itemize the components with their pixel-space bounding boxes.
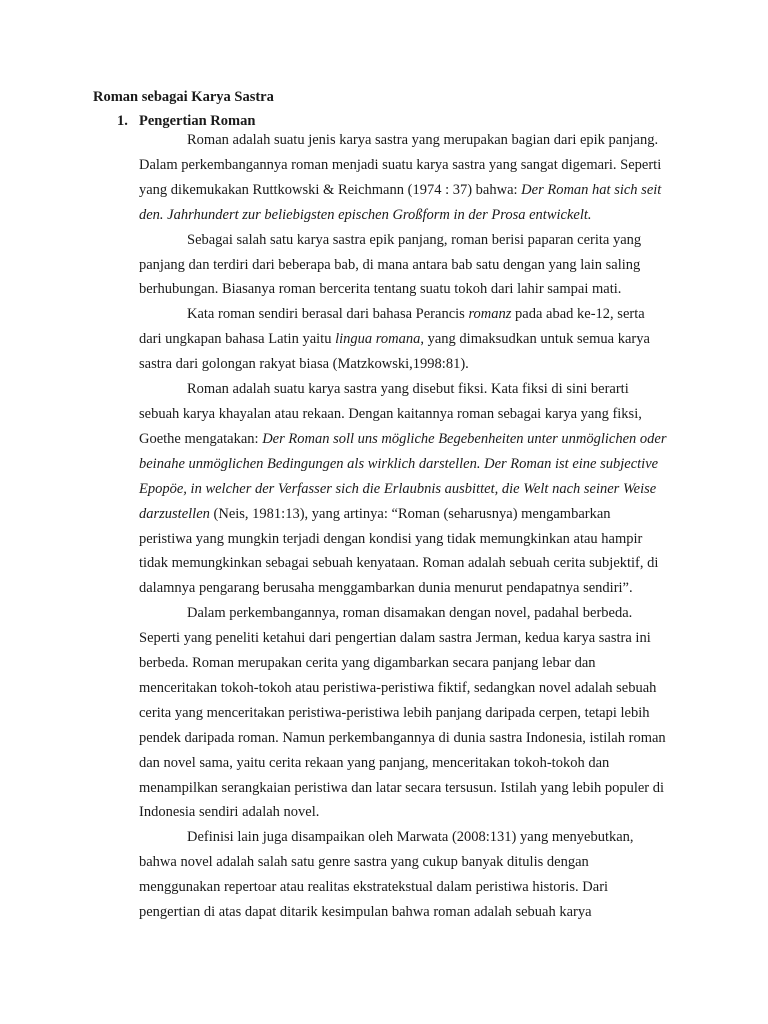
document-body (139, 128, 667, 925)
paragraph (139, 128, 667, 228)
italic-term: romanz (468, 306, 512, 323)
paragraph (139, 601, 667, 825)
text-segment: Roman adalah suatu karya sastra yang disebut fiksi. Kata fiksi di sini berarti sebuah karya khayalan atau rekaan. Dengan kaitannya roman sebagai karya yang fiksi, Goethe mengatakan: (139, 381, 642, 447)
italic-term: lingua romana (335, 331, 421, 348)
italic-quote: Der Roman hat sich seit den. Jahrhundert zur beliebigsten epischen Großform in der Prosa entwickelt. (139, 181, 662, 223)
italic-quote: Der Roman soll uns mögliche Begebenheiten unter unmöglichen oder beinahe unmöglichen Bedingungen als wirklich darstellen. Der Roman ist eine subjective Epopöe, in welcher der Verfasser sich die Erlaubnis ausbittet, die Welt nach seiner Weise darzustellen (139, 430, 667, 522)
text-segment: pada abad ke-12, serta dari ungkapan bahasa Latin yaitu (139, 306, 645, 348)
text-segment: Kata roman sendiri berasal dari bahasa Perancis (187, 306, 469, 323)
paragraph (139, 228, 667, 303)
paragraph (139, 825, 667, 925)
document-title: Roman sebagai Karya Sastra (93, 89, 274, 105)
paragraph (139, 377, 667, 601)
section-title: Pengertian Roman (139, 113, 256, 129)
text-segment: Roman adalah suatu jenis karya sastra yang merupakan bagian dari epik panjang. Dalam perkembangannya roman menjadi suatu karya sastra yang sangat digemari. Seperti yang dikemukakan Ruttkowski & Reichmann (1974 : 37) bahwa: (139, 132, 662, 198)
text-segment: (Neis, 1981:13), yang artinya: “Roman (seharusnya) mengambarkan peristiwa yang mungkin terjadi dengan kondisi yang tidak memungkinkan atau hampir tidak memungkinkan sebagai sebuah kenyataan. Roman adalah sebuah cerita subjektif, di dalamnya pengarang berusaha menggambarkan dunia menurut pendapatnya sendiri”. (139, 505, 659, 597)
text-segment: Dalam perkembangannya, roman disamakan dengan novel, padahal berbeda. Seperti yang peneliti ketahui dari pengertian dalam sastra Jerman, kedua karya sastra ini berbeda. Roman merupakan cerita yang digambarkan secara panjang lebar dan menceritakan tokoh-tokoh atau peristiwa-peristiwa fiktif, sedangkan novel adalah sebuah cerita yang menceritakan peristiwa-peristiwa lebih panjang daripada cerpen, tetapi lebih pendek daripada roman. Namun perkembangannya di dunia sastra Indonesia, istilah roman dan novel sama, yaitu cerita rekaan yang panjang, menceritakan tokoh-tokoh dan menampilkan serangkaian peristiwa dan latar secara tersusun. Istilah yang lebih populer di Indonesia sendiri adalah novel. (139, 605, 666, 821)
paragraph (139, 302, 667, 377)
text-segment: Sebagai salah satu karya sastra epik panjang, roman berisi paparan cerita yang panjang dan terdiri dari beberapa bab, di mana antara bab satu dengan yang lain saling berhubungan. Biasanya roman bercerita tentang suatu tokoh dari lahir sampai mati. (139, 231, 642, 298)
text-segment: Definisi lain juga disampaikan oleh Marwata (2008:131) yang menyebutkan, bahwa novel adalah salah satu genre sastra yang cukup banyak ditulis dengan menggunakan repertoar atau realitas ekstratekstual dalam peristiwa historis. Dari pengertian di atas dapat ditarik kesimpulan bahwa roman adalah sebuah karya (139, 829, 634, 921)
section-number: 1. (117, 113, 128, 129)
text-segment: , yang dimaksudkan untuk semua karya sastra dari golongan rakyat biasa (Matzkowski,1998:81). (139, 331, 650, 373)
